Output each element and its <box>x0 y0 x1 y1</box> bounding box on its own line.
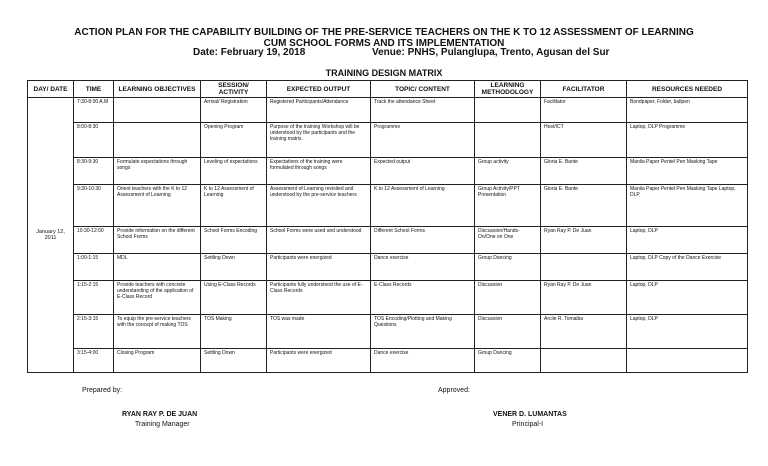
col-header-topic: TOPIC/ CONTENT <box>371 81 475 98</box>
resources-cell: Manila Paper Pentel Pen Masking Tape <box>627 158 748 185</box>
objective-cell: Orient teachers with the K to 12 Assessment of Learning <box>114 185 201 227</box>
facilitator-cell <box>541 254 627 281</box>
table-row <box>28 98 748 123</box>
time-cell: 2:15-3:15 <box>74 315 114 349</box>
table-row <box>28 185 748 227</box>
facilitator-cell: Arcile R. Tomaiba <box>541 315 627 349</box>
prepared-by-name: RYAN RAY P. DE JUAN <box>122 411 198 418</box>
time-cell: 1:15-2:15 <box>74 281 114 315</box>
resources-cell: Laptop, DLP Copy of the Dance Exercise <box>627 254 748 281</box>
document-title-line1: ACTION PLAN FOR THE CAPABILITY BUILDING OF THE PRE-SERVICE TEACHERS ON THE K TO 12 ASSESSMENT OF LEARNING <box>74 27 694 38</box>
event-date: Date: February 19, 2018 <box>193 47 306 58</box>
approved-by-title: Principal-I <box>512 421 544 428</box>
event-venue: Venue: PNHS, Pulanglupa, Trento, Agusan del Sur <box>372 47 610 58</box>
approved-by-name: VENER D. LUMANTAS <box>493 411 567 418</box>
method-cell: Group activity <box>475 158 541 185</box>
time-cell: 10:30-12:00 <box>74 227 114 254</box>
objective-cell <box>114 98 201 123</box>
activity-cell: School Forms Encoding <box>201 227 267 254</box>
prepared-by-label: Prepared by: <box>82 387 123 394</box>
facilitator-cell <box>541 349 627 373</box>
method-cell: Group Dancing <box>475 349 541 373</box>
objective-cell: MDL <box>114 254 201 281</box>
objective-cell <box>114 123 201 158</box>
table-row <box>28 123 748 158</box>
objective-cell: Closing Program <box>114 349 201 373</box>
col-header-methodology: LEARNING METHODOLOGY <box>475 81 541 98</box>
output-cell: Participants were energized <box>267 349 371 373</box>
method-cell <box>475 123 541 158</box>
table-row <box>28 227 748 254</box>
objective-cell: Provide information on the different School Forms <box>114 227 201 254</box>
col-header-day-date: DAY/ DATE <box>28 81 74 98</box>
objective-cell: Formulate expectations through songs <box>114 158 201 185</box>
output-cell: Expectations of the training were formulated through songs <box>267 158 371 185</box>
objective-cell: To equip the pre-service teachers with the concept of making TOS <box>114 315 201 349</box>
topic-cell: Different School Forms <box>371 227 475 254</box>
method-cell: Discussion <box>475 315 541 349</box>
resources-cell: Manila Paper Pentel Pen Masking Tape Laptop, DLP <box>627 185 748 227</box>
output-cell: Participants fully understood the use of E-Class Records <box>267 281 371 315</box>
date-cell: January 12, 2011 <box>28 98 74 373</box>
time-cell: 8:30-9:30 <box>74 158 114 185</box>
facilitator-cell: Ryan Ray P. De Juan <box>541 227 627 254</box>
table-row <box>28 315 748 349</box>
table-header-row <box>28 81 748 98</box>
topic-cell: Programme <box>371 123 475 158</box>
col-header-objectives: LEARNING OBJECTIVES <box>114 81 201 98</box>
resources-cell: Laptop, DLP Programme <box>627 123 748 158</box>
activity-cell: Settling Down <box>201 349 267 373</box>
facilitator-cell: Host/ICT <box>541 123 627 158</box>
activity-cell: TOS Making <box>201 315 267 349</box>
document-title-line2: CUM SCHOOL FORMS AND ITS IMPLEMENTATION <box>263 38 505 49</box>
training-matrix-table <box>27 80 748 373</box>
topic-cell: Track the attendance Sheet <box>371 98 475 123</box>
resources-cell: Bondpaper, Folder, ballpen <box>627 98 748 123</box>
topic-cell: Dance exercise <box>371 254 475 281</box>
resources-cell: Laptop, DLP <box>627 315 748 349</box>
activity-cell: Leveling of expectations <box>201 158 267 185</box>
time-cell: 1:00-1:15 <box>74 254 114 281</box>
topic-cell: E-Class Records <box>371 281 475 315</box>
facilitator-cell: Facilitator <box>541 98 627 123</box>
resources-cell: Laptop, DLP <box>627 227 748 254</box>
facilitator-cell: Gloria E. Bante <box>541 158 627 185</box>
activity-cell: Settling Down <box>201 254 267 281</box>
method-cell: Group Activity/PPT Presentation <box>475 185 541 227</box>
method-cell: Group Dancing <box>475 254 541 281</box>
output-cell: Registered Participants/Attendance <box>267 98 371 123</box>
table-row <box>28 254 748 281</box>
topic-cell: Expected output <box>371 158 475 185</box>
matrix-title: TRAINING DESIGN MATRIX <box>325 68 443 78</box>
prepared-by-title: Training Manager <box>135 421 190 428</box>
col-header-activity: SESSION/ ACTIVITY <box>201 81 267 98</box>
topic-cell: TOS Encoding/Plotting and Making Questions <box>371 315 475 349</box>
method-cell <box>475 98 541 123</box>
col-header-resources: RESOURCES NEEDED <box>627 81 748 98</box>
time-cell: 7:30-8:00 A.M <box>74 98 114 123</box>
method-cell: Discussion/Hands-On/One on One <box>475 227 541 254</box>
output-cell: Assessment of Learning revisited and understood by the pre-service teachers <box>267 185 371 227</box>
table-row <box>28 158 748 185</box>
objective-cell: Provide teachers with concrete understanding of the application of E-Class Record <box>114 281 201 315</box>
activity-cell: Using E-Class Records <box>201 281 267 315</box>
topic-cell: K to 12 Assessment of Learning <box>371 185 475 227</box>
time-cell: 9:30-10:30 <box>74 185 114 227</box>
activity-cell: Opening Program <box>201 123 267 158</box>
col-header-expected-output: EXPECTED OUTPUT <box>267 81 371 98</box>
activity-cell: Arrival/ Registration <box>201 98 267 123</box>
output-cell: TOS was made <box>267 315 371 349</box>
resources-cell: Laptop, DLP <box>627 281 748 315</box>
output-cell: Purpose of the training Workshop will be understood by the participants and the training matrix. <box>267 123 371 158</box>
topic-cell: Dance exercise <box>371 349 475 373</box>
method-cell: Discussion <box>475 281 541 315</box>
col-header-time: TIME <box>74 81 114 98</box>
table-row <box>28 349 748 373</box>
time-cell: 3:15-4:00 <box>74 349 114 373</box>
facilitator-cell: Gloria E. Bante <box>541 185 627 227</box>
col-header-facilitator: FACILITATOR <box>541 81 627 98</box>
facilitator-cell: Ryan Ray P. De Juan <box>541 281 627 315</box>
resources-cell <box>627 349 748 373</box>
output-cell: School Forms were used and understood <box>267 227 371 254</box>
time-cell: 8:00-8:30 <box>74 123 114 158</box>
activity-cell: K to 12 Assessment of Learning <box>201 185 267 227</box>
approved-by-label: Approved: <box>438 387 470 394</box>
output-cell: Participants were energized <box>267 254 371 281</box>
table-row <box>28 281 748 315</box>
